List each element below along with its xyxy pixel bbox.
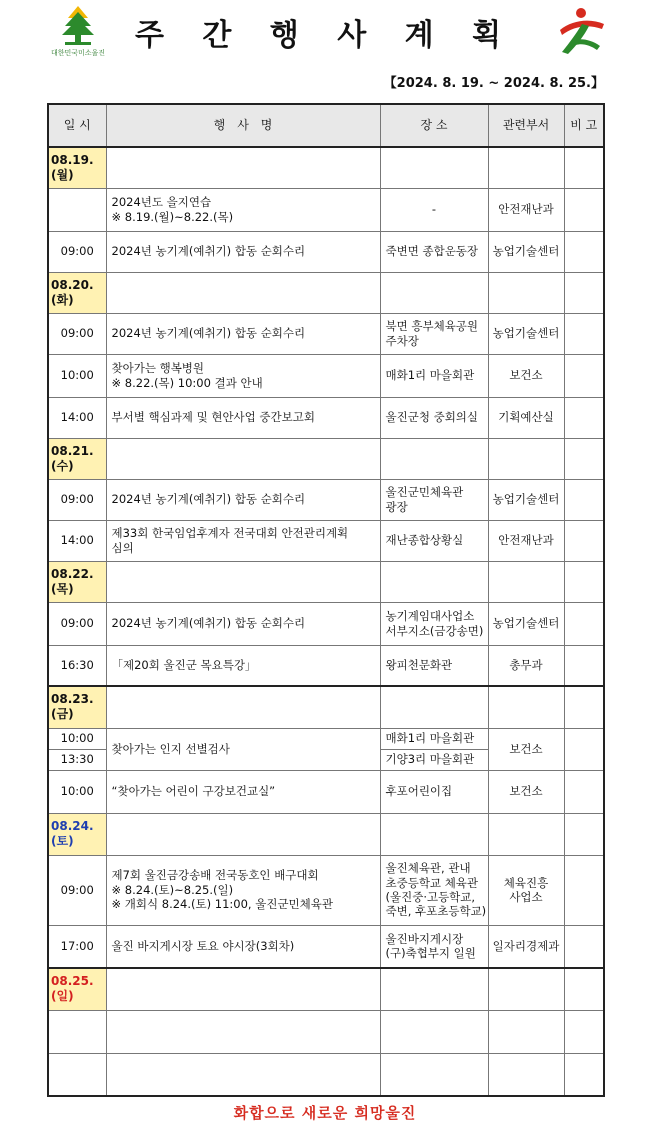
event-time: 09:00 (48, 855, 106, 925)
event-time: 14:00 (48, 520, 106, 561)
event-place: - (380, 188, 488, 231)
event-dept: 보건소 (488, 770, 564, 813)
table-row (48, 313, 604, 354)
event-dept: 안전재난과 (488, 188, 564, 231)
event-place: 기양3리 마을회관 (380, 749, 488, 770)
pine-tree-logo-icon (61, 6, 95, 46)
schedule-period: 【2024. 8. 19. ~ 2024. 8. 25.】 (383, 76, 604, 91)
table-row (48, 479, 604, 520)
event-dept: 농업기술센터 (488, 313, 564, 354)
date-row (48, 438, 604, 479)
event-place: 매화1리 마을회관 (380, 354, 488, 397)
event-name: 제7회 울진금강송배 전국동호인 배구대회 ※ 8.24.(토)~8.25.(일) ※ 개회식 8.24.(토) 11:00, 울진군민체육관 (106, 855, 380, 925)
event-time: 17:00 (48, 925, 106, 968)
event-place: 왕피천문화관 (380, 645, 488, 686)
county-logo (48, 6, 108, 62)
column-header: 일 시 (48, 104, 106, 147)
event-name: “찾아가는 어린이 구강보건교실” (106, 770, 380, 813)
event-place: 울진군청 중회의실 (380, 397, 488, 438)
logo-caption: 대한민국미소울진 (50, 49, 106, 57)
event-dept: 체육진흥 사업소 (488, 855, 564, 925)
event-dept: 기획예산실 (488, 397, 564, 438)
event-place: 울진바지게시장 (구)축협부지 일원 (380, 925, 488, 968)
event-time: 10:00 (48, 770, 106, 813)
event-note (564, 770, 604, 813)
event-name: 2024년 농기계(예취기) 합동 순회수리 (106, 313, 380, 354)
event-note (564, 479, 604, 520)
event-name: 찾아가는 행복병원 ※ 8.22.(목) 10:00 결과 안내 (106, 354, 380, 397)
date-cell: 08.23.(금) (48, 686, 106, 728)
county-slogan: 화합으로 새로운 희망울진 (233, 1104, 417, 1122)
date-row (48, 561, 604, 602)
event-place: 후포어린이집 (380, 770, 488, 813)
event-time (48, 188, 106, 231)
event-note (564, 645, 604, 686)
event-dept: 보건소 (488, 354, 564, 397)
date-row (48, 272, 604, 313)
event-dept: 농업기술센터 (488, 479, 564, 520)
date-cell: 08.21.(수) (48, 438, 106, 479)
table-row (48, 188, 604, 231)
event-name: 찾아가는 인지 선별검사 (106, 728, 380, 770)
event-note (564, 313, 604, 354)
table-row (48, 231, 604, 272)
event-place: 울진군민체육관 광장 (380, 479, 488, 520)
event-dept: 안전재난과 (488, 520, 564, 561)
event-note (564, 728, 604, 770)
table-row (48, 728, 604, 749)
date-cell: 08.22.(목) (48, 561, 106, 602)
table-row (48, 1010, 604, 1053)
event-name: 2024년 농기계(예취기) 합동 순회수리 (106, 602, 380, 645)
date-row (48, 686, 604, 728)
table-row (48, 1053, 604, 1096)
table-header-row (48, 104, 604, 147)
event-place: 죽변면 종합운동장 (380, 231, 488, 272)
event-note (564, 354, 604, 397)
event-name: 2024년도 을지연습 ※ 8.19.(월)~8.22.(목) (106, 188, 380, 231)
column-header: 행 사 명 (106, 104, 380, 147)
table-row (48, 354, 604, 397)
event-dept: 농업기술센터 (488, 231, 564, 272)
table-row (48, 770, 604, 813)
event-place: 농기계임대사업소 서부지소(금강송면) (380, 602, 488, 645)
event-dept: 일자리경제과 (488, 925, 564, 968)
event-note (564, 397, 604, 438)
table-row (48, 520, 604, 561)
event-note (564, 602, 604, 645)
event-name: 2024년 농기계(예취기) 합동 순회수리 (106, 231, 380, 272)
event-time: 10:00 (48, 354, 106, 397)
table-row (48, 855, 604, 925)
event-name: 울진 바지게시장 토요 야시장(3회차) (106, 925, 380, 968)
event-note (564, 188, 604, 231)
date-row (48, 147, 604, 188)
date-row (48, 813, 604, 855)
column-header: 관련부서 (488, 104, 564, 147)
table-row (48, 925, 604, 968)
running-figure-logo-icon (552, 6, 608, 56)
event-name: 부서별 핵심과제 및 현안사업 중간보고회 (106, 397, 380, 438)
event-name: 제33회 한국임업후계자 전국대회 안전관리계획 심의 (106, 520, 380, 561)
event-time: 14:00 (48, 397, 106, 438)
column-header: 비 고 (564, 104, 604, 147)
table-row (48, 397, 604, 438)
table-row (48, 645, 604, 686)
event-time: 09:00 (48, 602, 106, 645)
event-place: 북면 흥부체육공원 주차장 (380, 313, 488, 354)
column-header: 장 소 (380, 104, 488, 147)
event-dept: 보건소 (488, 728, 564, 770)
event-note (564, 231, 604, 272)
date-cell: 08.25.(일) (48, 968, 106, 1010)
event-dept: 농업기술센터 (488, 602, 564, 645)
event-note (564, 855, 604, 925)
event-place: 울진체육관, 관내 초중등학교 체육관 (울진중·고등학교, 죽변, 후포초등학교) (380, 855, 488, 925)
event-time: 09:00 (48, 479, 106, 520)
table-row (48, 602, 604, 645)
event-time: 09:00 (48, 313, 106, 354)
event-place: 재난종합상황실 (380, 520, 488, 561)
event-name: 「제20회 울진군 목요특강」 (106, 645, 380, 686)
event-time: 13:30 (48, 749, 106, 770)
event-dept: 총무과 (488, 645, 564, 686)
event-time: 10:00 (48, 728, 106, 749)
event-time: 16:30 (48, 645, 106, 686)
page-title: 주 간 행 사 계 획 (134, 18, 516, 53)
event-note (564, 925, 604, 968)
date-row (48, 968, 604, 1010)
event-place: 매화1리 마을회관 (380, 728, 488, 749)
weekly-schedule-table (47, 103, 605, 1097)
event-note (564, 520, 604, 561)
event-time: 09:00 (48, 231, 106, 272)
date-cell: 08.19.(월) (48, 147, 106, 188)
date-cell: 08.24.(토) (48, 813, 106, 855)
event-name: 2024년 농기계(예취기) 합동 순회수리 (106, 479, 380, 520)
date-cell: 08.20.(화) (48, 272, 106, 313)
